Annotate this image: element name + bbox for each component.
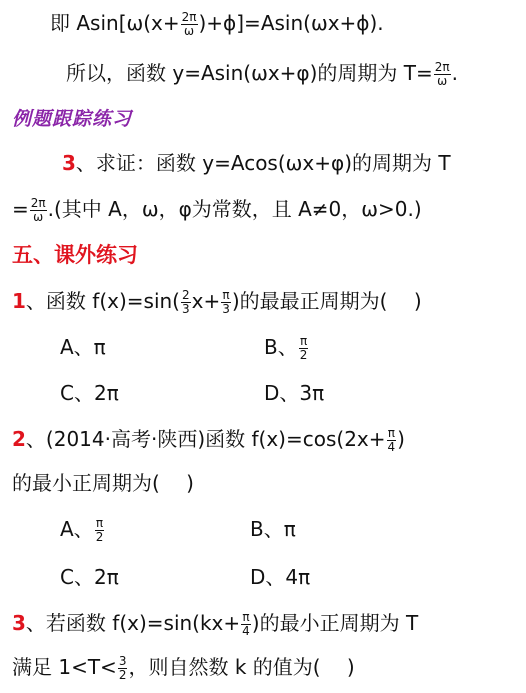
fraction: $\frac{2}{3}$ bbox=[181, 288, 190, 316]
fraction: $\frac{\pi}{2}$ bbox=[299, 334, 308, 362]
fraction: $\frac{\pi}{2}$ bbox=[95, 516, 104, 544]
q1-option-b[interactable]: B、 $\frac{\pi}{2}$ bbox=[264, 334, 308, 362]
derivation-suffix: )+ϕ]=Asin(ωx+ϕ). bbox=[198, 11, 384, 35]
question-3: 3、若函数 f(x)=sin(kx+ $\frac{\pi}{4}$ )的最小正周期为 T bbox=[12, 610, 419, 638]
example3-line2: = $\frac{2\pi}{\omega}$ .(其中 A，ω，φ为常数，且 A≠0，ω>0.) bbox=[12, 196, 422, 224]
question-1: 1、函数 f(x)=sin( $\frac{2}{3}$ x+ $\frac{\pi}{3}$ )的最最正周期为( ) bbox=[12, 288, 422, 316]
q1-option-d[interactable]: D、3π bbox=[264, 381, 325, 405]
fraction: $\frac{2\pi}{\omega}$ bbox=[181, 10, 197, 38]
derivation-line bbox=[50, 8, 384, 38]
fraction: $\frac{\pi}{3}$ bbox=[222, 288, 230, 316]
q2-option-a[interactable]: A、 $\frac{\pi}{2}$ bbox=[60, 516, 104, 544]
fraction: $\frac{\pi}{4}$ bbox=[387, 426, 396, 454]
conclusion-text: 所以，函数 y=Asin(ωx+φ)的周期为 T= bbox=[66, 61, 433, 85]
q1-option-a[interactable]: A、π bbox=[60, 335, 106, 359]
question-number: 2 bbox=[12, 427, 26, 451]
fraction: $\frac{3}{2}$ bbox=[118, 654, 127, 682]
followup-heading: 例题跟踪练习 bbox=[12, 108, 133, 130]
example3-number: 3 bbox=[62, 151, 76, 175]
question-2: 2、(2014·高考·陕西)函数 f(x)=cos(2x+ $\frac{\pi}{4}$ ) bbox=[12, 426, 405, 454]
q2-option-b[interactable]: B、π bbox=[250, 517, 296, 541]
question-3-line2: 满足 1<T< $\frac{3}{2}$ ，则自然数 k 的值为( ) bbox=[12, 654, 355, 682]
q2-option-c[interactable]: C、2π bbox=[60, 565, 119, 589]
question-number: 1 bbox=[12, 289, 26, 313]
fraction: $\frac{\pi}{4}$ bbox=[242, 610, 250, 638]
example3-line1: 3、求证：函数 y=Acos(ωx+φ)的周期为 T bbox=[62, 151, 451, 175]
section-title: 五、课外练习 bbox=[12, 243, 138, 267]
fraction: $\frac{2\pi}{\omega}$ bbox=[434, 60, 450, 88]
derivation-prefix: 即 Asin[ω(x+ bbox=[50, 11, 180, 35]
question-number: 3 bbox=[12, 611, 26, 635]
question-2-line2: 的最小正周期为( ) bbox=[12, 471, 194, 495]
q1-option-c[interactable]: C、2π bbox=[60, 381, 119, 405]
fraction: $\frac{2\pi}{\omega}$ bbox=[30, 196, 46, 224]
conclusion-line: 所以，函数 y=Asin(ωx+φ)的周期为 T= $\frac{2\pi}{\omega}$ . bbox=[66, 60, 458, 88]
q2-option-d[interactable]: D、4π bbox=[250, 565, 311, 589]
